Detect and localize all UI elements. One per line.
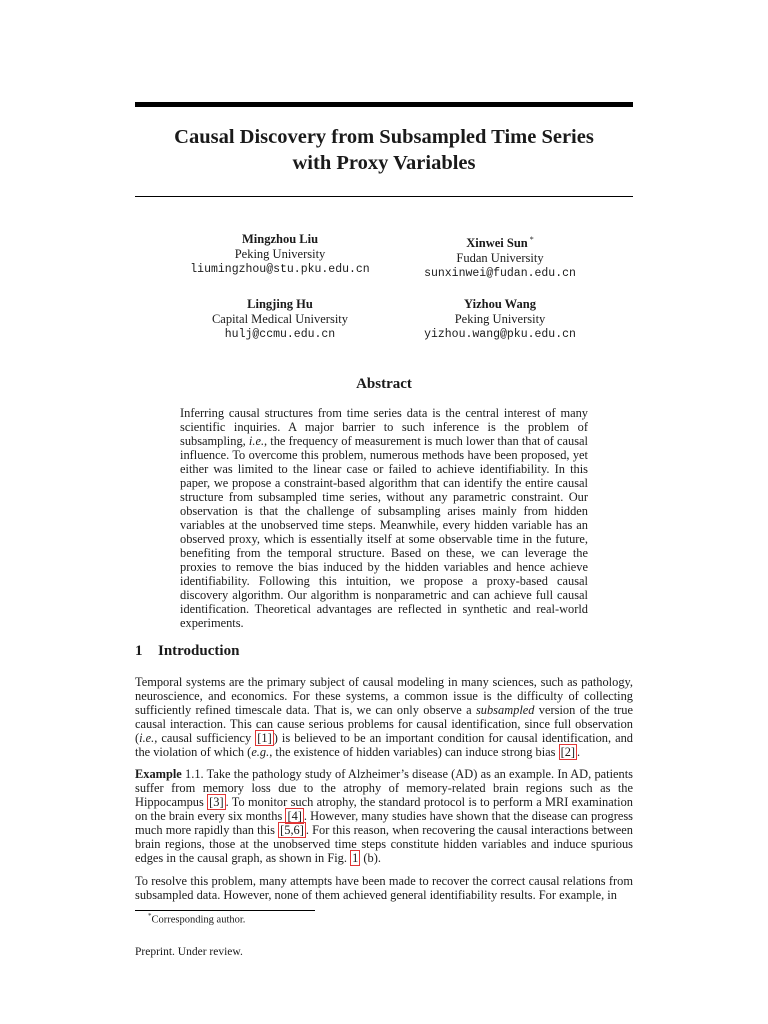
- citation-link[interactable]: [4]: [287, 809, 302, 823]
- author-email: sunxinwei@fudan.edu.cn: [424, 267, 576, 281]
- citation-link[interactable]: [5,6]: [280, 823, 304, 837]
- author-affiliation: Peking University: [454, 312, 546, 326]
- author-name: Yizhou Wang: [464, 297, 536, 311]
- author-block: [380, 297, 620, 342]
- section-title: Introduction: [158, 643, 240, 659]
- corresponding-author-mark: *: [529, 235, 534, 244]
- footnote-rule: [135, 910, 315, 911]
- author-email: liumingzhou@stu.pku.edu.cn: [190, 263, 370, 276]
- author-affiliation: Capital Medical University: [211, 312, 349, 326]
- intro-paragraph-2: Example 1.1. Take the pathology study of Alzheimer’s disease (AD) as an example. In AD, patients suffer from memory loss due to the atrophy of memory-related brain regions such as the Hippocampus [3] . To monitor such atrophy, the standard protocol is to perform a MRI examination on the brain every six months [4] . However, many studies have shown that the disease can progress much more rapidly than this [5,6] . For this reason, when recovering the causal interactions between brain regions, those at the unobserved time steps constitute hidden variables and induce spurious edges in the causal graph, as shown in Fig. 1 (b).: [135, 767, 634, 865]
- title-line-1: Causal Discovery from Subsampled Time Series: [174, 126, 594, 148]
- figure-link[interactable]: 1: [352, 851, 359, 865]
- footnote: [148, 912, 245, 926]
- citation-link[interactable]: [3]: [209, 795, 224, 809]
- author-block: [160, 297, 400, 342]
- title-line-2: with Proxy Variables: [292, 152, 476, 174]
- abstract-heading: Abstract: [356, 376, 412, 392]
- author-affiliation: Fudan University: [456, 251, 544, 266]
- paper-title: [135, 124, 633, 176]
- citation-link[interactable]: [1]: [257, 731, 272, 745]
- citation-link[interactable]: [2]: [560, 745, 576, 759]
- section-number: 1: [135, 643, 143, 659]
- footnote-text: Corresponding author.: [151, 914, 246, 926]
- footnote-mark: *: [148, 912, 152, 920]
- abstract-text: Inferring causal structures from time series data is the central interest of many scientific inquiries. A major barrier to such inference is the problem of subsampling, i.e., the frequency of measurement is much lower than that of causal influence. To overcome this problem, numerous methods have been proposed, yet either was limited to the linear case or failed to achieve identifiability. In this paper, we propose a constraint-based algorithm that can identify the entire causal structure from subsampled time series, without any parametric constraint. Our observation is that the challenge of subsampling arises mainly from hidden variables at the unobserved time steps. Meanwhile, every hidden variable has an observed proxy, which is essentially itself at some observable time in the future, benefiting from the temporal structure. Based on these, we can leverage the proxies to remove the bias induced by the hidden variables and hence achieve identifiability. Following this intuition, we propose a proxy-based causal discovery algorithm. Our algorithm is nonparametric and can achieve full causal identification. Theoretical advantages are reflected in synthetic and real-world experiments.: [180, 406, 588, 630]
- intro-paragraph-3: To resolve this problem, many attempts have been made to recover the correct causal relations from subsampled data. However, none of them achieved general identifiability results. For example, in: [135, 874, 633, 902]
- author-affiliation: Peking University: [234, 247, 326, 261]
- title-bottom-rule: [135, 196, 633, 197]
- author-block: [160, 232, 400, 277]
- author-name: Xinwei Sun: [466, 236, 528, 251]
- author-email: hulj@ccmu.edu.cn: [224, 328, 336, 341]
- example-label: Example: [135, 767, 182, 781]
- title-top-rule: [135, 102, 633, 107]
- author-name: Mingzhou Liu: [241, 232, 319, 246]
- section-heading-introduction: [135, 643, 239, 660]
- preprint-notice: Preprint. Under review.: [135, 946, 243, 958]
- author-block: [380, 232, 620, 281]
- author-name: Lingjing Hu: [247, 297, 313, 311]
- intro-paragraph-1: Temporal systems are the primary subject of causal modeling in many sciences, such as pathology, neuroscience, and economics. For these systems, a common issue is the difficulty of collecting sufficiently refined timescale data. That is, we can only observe a subsampled version of the true causal interaction. This can cause serious problems for causal identification, since full observation (i.e., causal sufficiency [1] ) is believed to be an important condition for causal identification, and the violation of which (e.g., the existence of hidden variables) can induce strong bias [2] .: [135, 675, 633, 759]
- author-email: yizhou.wang@pku.edu.cn: [424, 328, 576, 341]
